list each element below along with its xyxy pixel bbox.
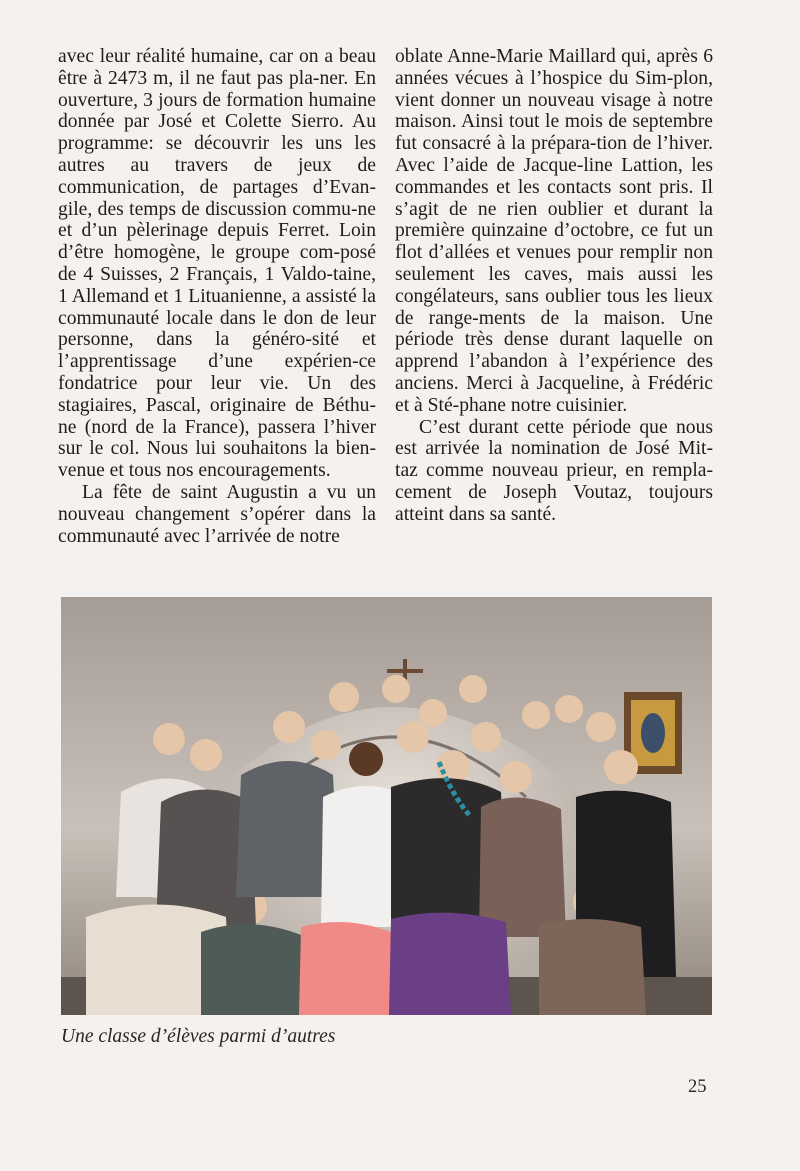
photo-caption: Une classe d’élèves parmi d’autres bbox=[61, 1026, 336, 1047]
paragraph: oblate Anne-Marie Maillard qui, après 6 années vécues à l’hospice du Sim-plon, vient donner un nouveau visage à notre maison. Ainsi tout le mois de septembre fut consacré à la prépara-tion de l’hiver. Avec l’aide de Jacque-line Lattion, les commandes et les contacts sont pris. Il s’agit de ne rien oublier et durant la première quinzaine d’octobre, ce fut un flot d’allées et venues pour remplir non seulement les caves, mais aussi les congélateurs, sans oublier tous les lieux de range-ments de la maison. Une période très dense durant laquelle on apprend l’abandon à l’expérience des anciens. Merci à Jacqueline, à Frédéric et à Sté-phane notre cuisinier. bbox=[395, 46, 713, 416]
group-photo bbox=[61, 597, 712, 1015]
paragraph: C’est durant cette période que nous est arrivée la nomination de José Mit-taz comme nouveau prieur, en rempla-cement de Joseph Voutaz, toujours atteint dans sa santé. bbox=[395, 416, 713, 525]
left-column bbox=[58, 46, 376, 547]
paragraph: avec leur réalité humaine, car on a beau être à 2473 m, il ne faut pas pla-ner. En ouverture, 3 jours de formation humaine donnée par José et Colette Sierro. Au programme: se découvrir les uns les autres au travers de jeux de communication, de partages d’Evan-gile, des temps de discussion commu-ne et d’un pèlerinage depuis Ferret. Loin d’être homogène, le groupe com-posé de 4 Suisses, 2 Français, 1 Valdo-taine, 1 Allemand et 1 Lituanienne, a assisté la communauté locale dans le don de leur personne, dans la généro-sité et l’apprentissage d’une expérien-ce fondatrice pour leur vie. Un des stagiaires, Pascal, originaire de Béthu-ne (nord de la France), passera l’hiver sur le col. Nous lui souhaitons la bien-venue et tous nos encouragements. bbox=[58, 46, 376, 482]
right-column bbox=[395, 46, 713, 526]
paragraph: La fête de saint Augustin a vu un nouveau changement s’opérer dans la communauté avec l’arrivée de notre bbox=[58, 481, 376, 547]
page-number: 25 bbox=[688, 1077, 707, 1097]
